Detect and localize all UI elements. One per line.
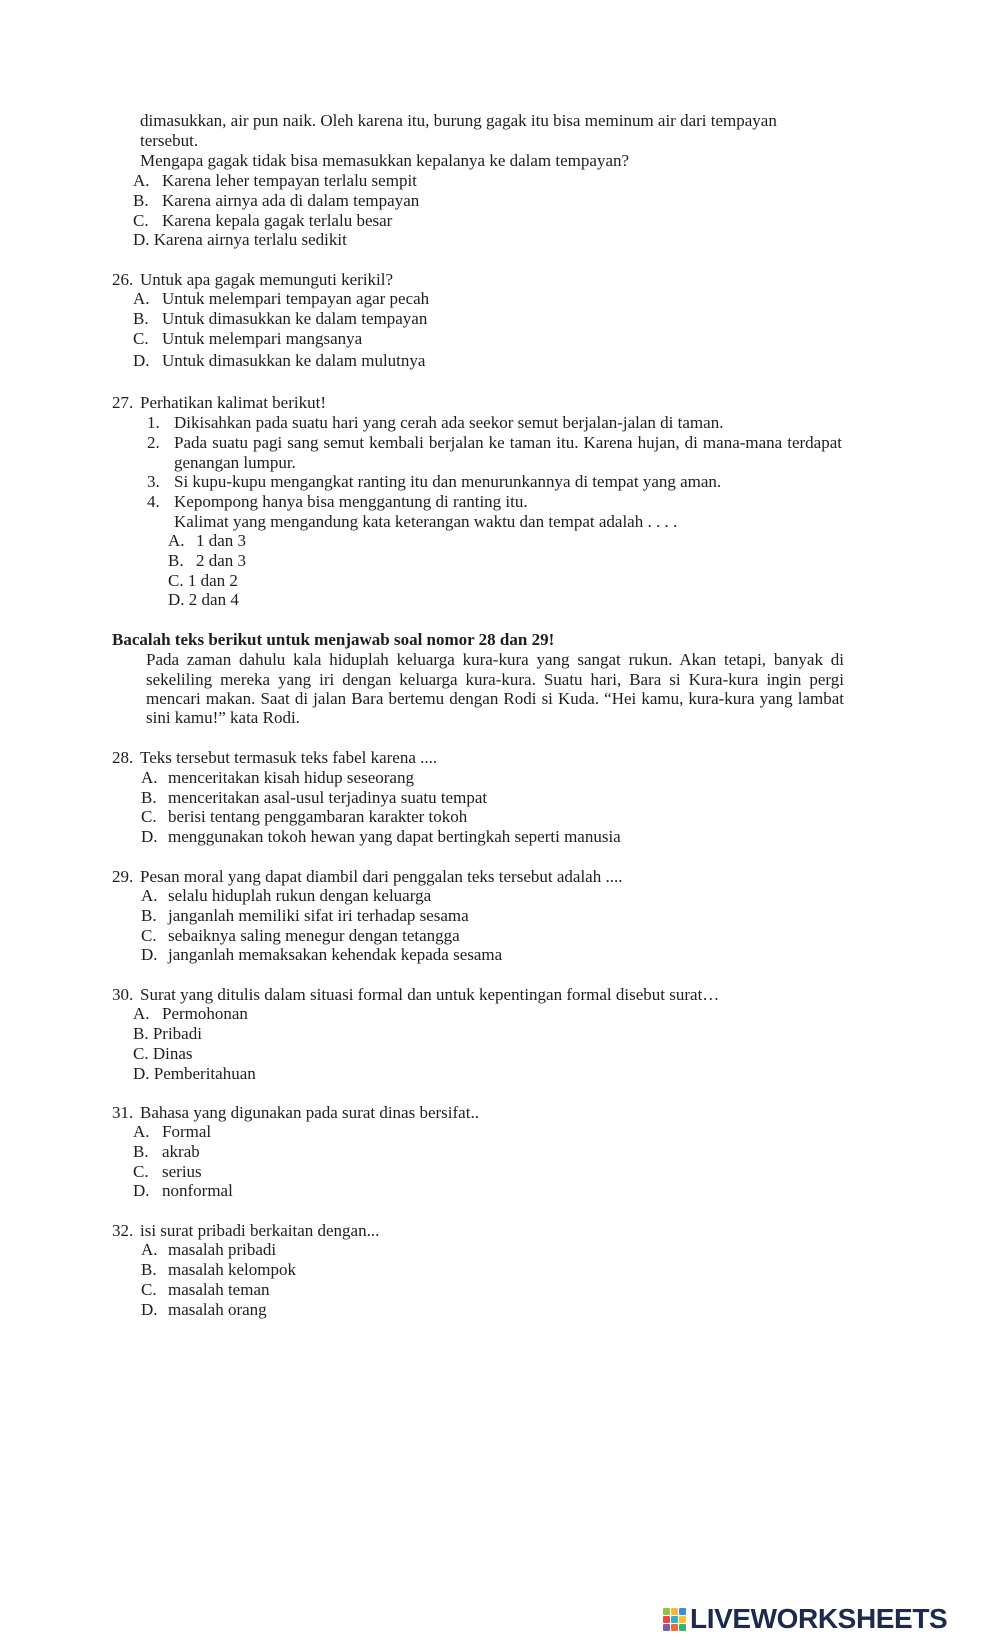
option-a	[141, 768, 414, 788]
liveworksheets-logo	[663, 1604, 947, 1634]
option-a	[133, 1004, 248, 1024]
logo-tile	[663, 1624, 670, 1631]
option-letter: A.	[133, 171, 150, 190]
option-text: menggunakan tokoh hewan yang dapat bertingkah seperti manusia	[168, 827, 621, 846]
option-text: janganlah memiliki sifat iri terhadap sesama	[168, 906, 469, 925]
option-a	[141, 1240, 276, 1260]
option-c	[168, 571, 238, 591]
option-text: 1 dan 2	[187, 571, 238, 590]
logo-tile	[671, 1624, 678, 1631]
question-30	[112, 985, 719, 1005]
reading-line: Pada zaman dahulu kala hiduplah keluarga kura-kura yang sangat rukun. Akan tetapi, banyak di	[146, 650, 844, 669]
option-text: masalah pribadi	[168, 1240, 277, 1259]
option-d	[141, 945, 502, 965]
question-29	[112, 867, 622, 887]
option-text: Untuk melempari tempayan agar pecah	[162, 289, 430, 308]
option-text: Karena leher tempayan terlalu sempit	[162, 171, 417, 190]
question-number: 28.	[112, 748, 134, 767]
logo-tile	[663, 1616, 670, 1623]
option-text: akrab	[162, 1142, 200, 1161]
option-text: 2 dan 4	[188, 590, 239, 609]
logo-tile	[671, 1608, 678, 1615]
reading-line: mencari makan. Saat di jalan Bara bertemu dengan Rodi si Kuda. “Hei kamu, kura-kura yang lambat	[146, 689, 844, 708]
option-d	[133, 351, 425, 371]
option-letter: B.	[133, 1142, 149, 1161]
option-b	[141, 788, 487, 808]
option-text: serius	[162, 1162, 202, 1181]
option-letter: C.	[133, 211, 149, 230]
option-text: masalah teman	[168, 1280, 270, 1299]
question-number: 30.	[112, 985, 134, 1004]
option-letter: C.	[133, 1162, 149, 1181]
option-letter: B.	[133, 191, 149, 210]
sentence-number: 1.	[147, 413, 160, 432]
sentence-number: 2.	[147, 433, 160, 452]
option-letter: A.	[133, 1122, 150, 1141]
option-text: selalu hiduplah rukun dengan keluarga	[168, 886, 432, 905]
option-text: Karena kepala gagak terlalu besar	[162, 211, 393, 230]
option-c	[133, 211, 392, 231]
question-text: Bahasa yang digunakan pada surat dinas bersifat..	[140, 1103, 479, 1122]
question-number: 26.	[112, 270, 134, 289]
question-text: Surat yang ditulis dalam situasi formal dan untuk kepentingan formal disebut surat…	[140, 985, 720, 1004]
option-text: berisi tentang penggambaran karakter tokoh	[168, 807, 468, 826]
option-letter: D.	[168, 590, 185, 609]
option-letter: C.	[133, 329, 149, 348]
sentence-number: 3.	[147, 472, 160, 491]
option-text: Dinas	[152, 1044, 193, 1063]
option-letter: B.	[168, 551, 184, 570]
option-b	[133, 309, 427, 329]
question-number: 29.	[112, 867, 134, 886]
option-letter: C.	[141, 807, 157, 826]
question-text: Teks tersebut termasuk teks fabel karena ....	[140, 748, 438, 767]
option-a	[133, 171, 417, 191]
reading-instruction: Bacalah teks berikut untuk menjawab soal nomor 28 dan 29!	[112, 630, 555, 649]
option-text: masalah kelompok	[168, 1260, 296, 1279]
logo-tile	[679, 1608, 686, 1615]
passage-line: dimasukkan, air pun naik. Oleh karena itu, burung gagak itu bisa meminum air dari tempayan	[140, 111, 777, 130]
option-b	[168, 551, 246, 571]
option-text: Formal	[162, 1122, 212, 1141]
option-text: janganlah memaksakan kehendak kepada sesama	[168, 945, 503, 964]
question-number: 27.	[112, 393, 134, 412]
option-letter: A.	[141, 1240, 158, 1259]
option-text: nonformal	[162, 1181, 233, 1200]
option-text: Karena airnya terlalu sedikit	[153, 230, 347, 249]
question-27-prompt: Kalimat yang mengandung kata keterangan waktu dan tempat adalah . . . .	[174, 512, 678, 531]
option-a	[133, 289, 429, 309]
option-b	[141, 1260, 296, 1280]
option-letter: D.	[141, 827, 158, 846]
question-text: isi surat pribadi berkaitan dengan...	[140, 1221, 380, 1240]
option-c	[141, 807, 467, 827]
sentence-1	[147, 413, 723, 433]
option-letter: A.	[133, 1004, 150, 1023]
question-text: Perhatikan kalimat berikut!	[140, 393, 326, 412]
question-32	[112, 1221, 379, 1241]
option-letter: C.	[168, 571, 184, 590]
option-c	[141, 926, 460, 946]
option-b	[133, 191, 419, 211]
option-letter: D.	[141, 1300, 158, 1319]
option-b	[133, 1142, 200, 1162]
question-31	[112, 1103, 479, 1123]
logo-tile	[679, 1624, 686, 1631]
option-letter: B.	[141, 788, 157, 807]
option-letter: D.	[133, 1181, 150, 1200]
option-text: 2 dan 3	[196, 551, 247, 570]
sentence-text-continued: genangan lumpur.	[174, 453, 296, 472]
option-text: Permohonan	[162, 1004, 248, 1023]
liveworksheets-wordmark: LIVEWORKSHEETS	[690, 1603, 948, 1634]
question-text: Pesan moral yang dapat diambil dari penggalan teks tersebut adalah ....	[140, 867, 623, 886]
option-letter: A.	[133, 289, 150, 308]
sentence-text: Kepompong hanya bisa menggantung di ranting itu.	[174, 492, 528, 511]
option-c	[133, 1044, 193, 1064]
logo-tile	[663, 1608, 670, 1615]
sentence-text: Pada suatu pagi sang semut kembali berjalan ke taman itu. Karena hujan, di mana-mana terdapat	[174, 433, 842, 452]
option-text: sebaiknya saling menegur dengan tetangga	[168, 926, 460, 945]
option-letter: C.	[133, 1044, 149, 1063]
option-letter: C.	[141, 926, 157, 945]
sentence-number: 4.	[147, 492, 160, 511]
option-d	[168, 590, 239, 610]
option-d	[133, 1064, 256, 1084]
sentence-text: Dikisahkan pada suatu hari yang cerah ada seekor semut berjalan-jalan di taman.	[174, 413, 724, 432]
option-letter: C.	[141, 1280, 157, 1299]
option-text: Pemberitahuan	[153, 1064, 256, 1083]
option-d	[141, 1300, 267, 1320]
option-letter: D.	[133, 230, 150, 249]
sentence-2	[147, 433, 842, 453]
option-text: menceritakan asal-usul terjadinya suatu tempat	[168, 788, 488, 807]
question-text: Untuk apa gagak memunguti kerikil?	[140, 270, 394, 289]
option-text: Untuk dimasukkan ke dalam mulutnya	[162, 351, 426, 370]
option-letter: B.	[133, 1024, 149, 1043]
sentence-4	[147, 492, 528, 512]
option-letter: A.	[141, 886, 158, 905]
question-27	[112, 393, 326, 413]
option-letter: A.	[168, 531, 185, 550]
sentence-text: Si kupu-kupu mengangkat ranting itu dan menurunkannya di tempat yang aman.	[174, 472, 722, 491]
option-a	[133, 1122, 211, 1142]
option-text: masalah orang	[168, 1300, 267, 1319]
option-letter: B.	[133, 309, 149, 328]
question-25-text: Mengapa gagak tidak bisa memasukkan kepalanya ke dalam tempayan?	[140, 151, 630, 170]
sentence-3	[147, 472, 721, 492]
option-letter: B.	[141, 906, 157, 925]
option-letter: D.	[133, 351, 150, 370]
option-text: Untuk melempari mangsanya	[162, 329, 363, 348]
option-d	[141, 827, 621, 847]
option-a	[141, 886, 431, 906]
reading-line: sekeliling mereka yang iri dengan keluarga kura-kura. Suatu hari, Bara si Kura-kura ingin pergi	[146, 670, 844, 689]
question-number: 32.	[112, 1221, 134, 1240]
option-c	[133, 1162, 202, 1182]
option-letter: D.	[133, 1064, 150, 1083]
option-letter: A.	[141, 768, 158, 787]
option-letter: B.	[141, 1260, 157, 1279]
passage-line: tersebut.	[140, 131, 199, 150]
option-b	[141, 906, 469, 926]
question-28	[112, 748, 437, 768]
option-c	[141, 1280, 270, 1300]
option-text: 1 dan 3	[196, 531, 247, 550]
option-text: Pribadi	[152, 1024, 202, 1043]
option-c	[133, 329, 362, 349]
option-text: menceritakan kisah hidup seseorang	[168, 768, 414, 787]
option-text: Untuk dimasukkan ke dalam tempayan	[162, 309, 428, 328]
liveworksheets-logo-icon	[663, 1608, 686, 1631]
option-d	[133, 1181, 233, 1201]
question-number: 31.	[112, 1103, 134, 1122]
reading-line: sini kamu!” kata Rodi.	[146, 708, 300, 727]
option-a	[168, 531, 246, 551]
logo-tile	[679, 1616, 686, 1623]
logo-tile	[671, 1616, 678, 1623]
option-letter: D.	[141, 945, 158, 964]
option-b	[133, 1024, 202, 1044]
option-d	[133, 230, 347, 250]
question-26	[112, 270, 393, 290]
option-text: Karena airnya ada di dalam tempayan	[162, 191, 420, 210]
